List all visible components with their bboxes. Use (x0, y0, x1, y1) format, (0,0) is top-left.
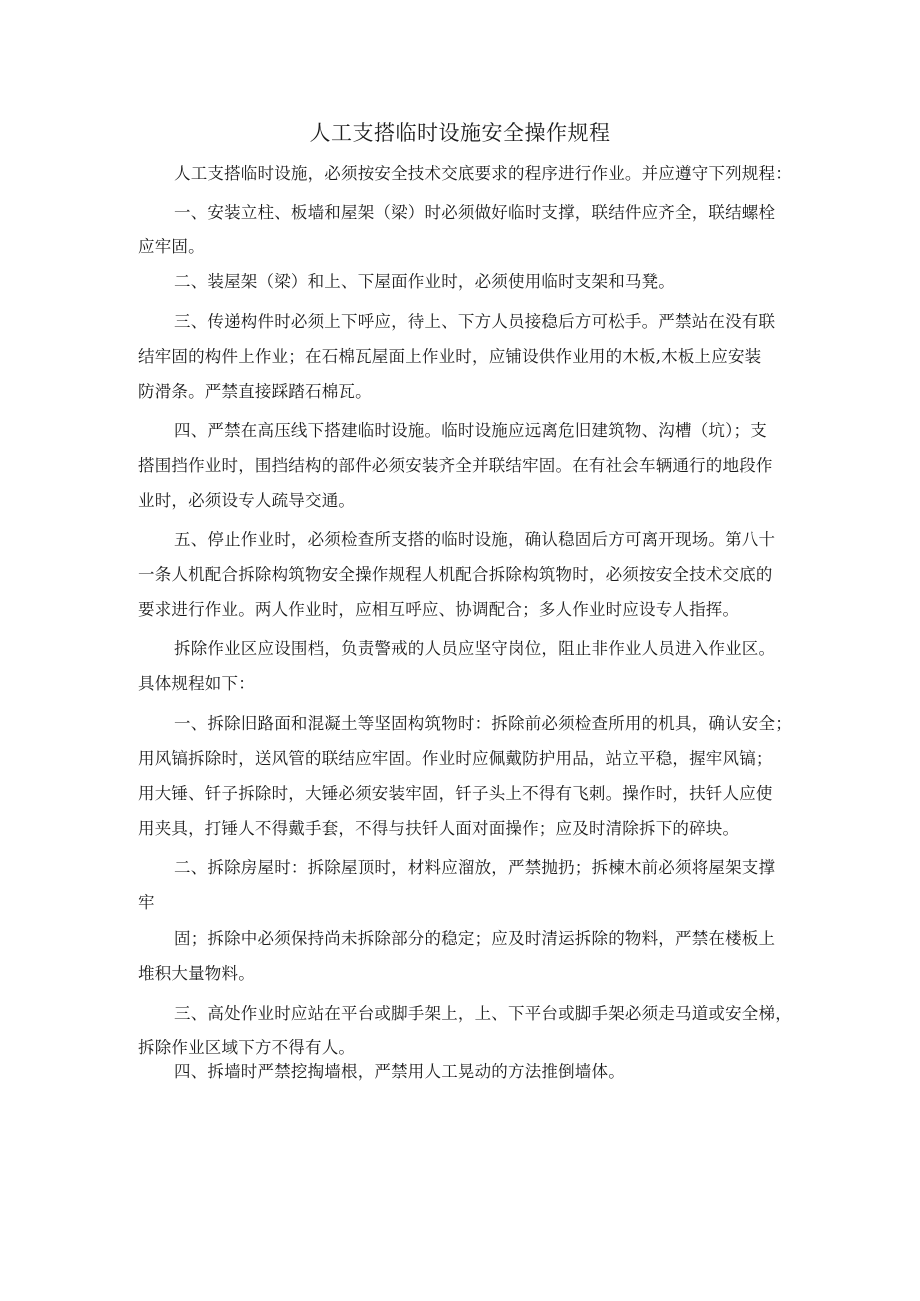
paragraph-line: 人工支搭临时设施，必须按安全技术交底要求的程序进行作业。并应遵守下列规程： (174, 164, 792, 183)
paragraph-line: 搭围挡作业时，围挡结构的部件必须安装齐全并联结牢固。在有社会车辆通行的地段作 (138, 456, 773, 475)
paragraph-line: 拆除作业区应设围档，负责警戒的人员应坚守岗位，阻止非作业人员进入作业区。 (174, 639, 776, 658)
paragraph-line: 堆积大量物料。 (138, 964, 255, 983)
paragraph-line: 一、安装立柱、板墙和屋架（梁）时必须做好临时支撑，联结件应齐全，联结螺栓 (174, 203, 776, 222)
paragraph-line: 二、装屋架（梁）和上、下屋面作业时，必须使用临时支架和马凳。 (174, 272, 675, 291)
paragraph-line: 防滑条。严禁直接踩踏石棉瓦。 (138, 382, 372, 401)
paragraph-line: 三、高处作业时应站在平台或脚手架上，上、下平台或脚手架必须走马道或安全梯， (174, 1004, 792, 1023)
paragraph-line: 二、拆除房屋时：拆除屋顶时，材料应溜放，严禁抛扔；拆楝木前必须将屋架支撑 (174, 858, 776, 877)
paragraph-line: 牢 (138, 893, 155, 912)
paragraph-line: 业时，必须设专人疏导交通。 (138, 491, 356, 510)
document-title: 人工支搭临时设施安全操作规程 (309, 121, 611, 145)
paragraph-line: 用夹具，打锤人不得戴手套，不得与扶钎人面对面操作；应及时清除拆下的碎块。 (138, 819, 740, 838)
paragraph-line: 拆除作业区域下方不得有人。 (138, 1038, 356, 1057)
paragraph-line: 四、严禁在高压线下搭建临时设施。临时设施应远离危旧建筑物、沟槽（坑）；支 (174, 421, 767, 440)
paragraph-line: 用大锤、钎子拆除时，大锤必须安装牢固，钎子头上不得有飞刺。操作时，扶钎人应使 (138, 784, 773, 803)
paragraph-line: 一条人机配合拆除构筑物安全操作规程人机配合拆除构筑物时，必须按安全技术交底的 (138, 565, 773, 584)
paragraph-line: 用风镐拆除时，送风管的联结应牢固。作业时应佩戴防护用品，站立平稳，握牢风镐； (138, 749, 773, 768)
paragraph-line: 具体规程如下： (138, 674, 255, 693)
paragraph-line: 结牢固的构件上作业；在石棉瓦屋面上作业时，应铺设供作业用的木板,木板上应安装 (138, 347, 762, 366)
paragraph-line: 三、传递构件时必须上下呼应，待上、下方人员接稳后方可松手。严禁站在没有联 (174, 312, 776, 331)
paragraph-line: 四、拆墙时严禁挖掏墙根，严禁用人工晃动的方法推倒墙体。 (174, 1062, 625, 1081)
paragraph-line: 要求进行作业。两人作业时，应相互呼应、协调配合；多人作业时应设专人指挥。 (138, 600, 740, 619)
paragraph-line: 一、拆除旧路面和混凝土等坚固构筑物时：拆除前必须检查所用的机具，确认安全； (174, 714, 792, 733)
paragraph-line: 应牢固。 (138, 237, 205, 256)
paragraph-line: 固；拆除中必须保持尚未拆除部分的稳定；应及时清运拆除的物料，严禁在楼板上 (174, 929, 776, 948)
paragraph-line: 五、停止作业时，必须检查所支搭的临时设施，确认稳固后方可离开现场。第八十 (174, 530, 776, 549)
